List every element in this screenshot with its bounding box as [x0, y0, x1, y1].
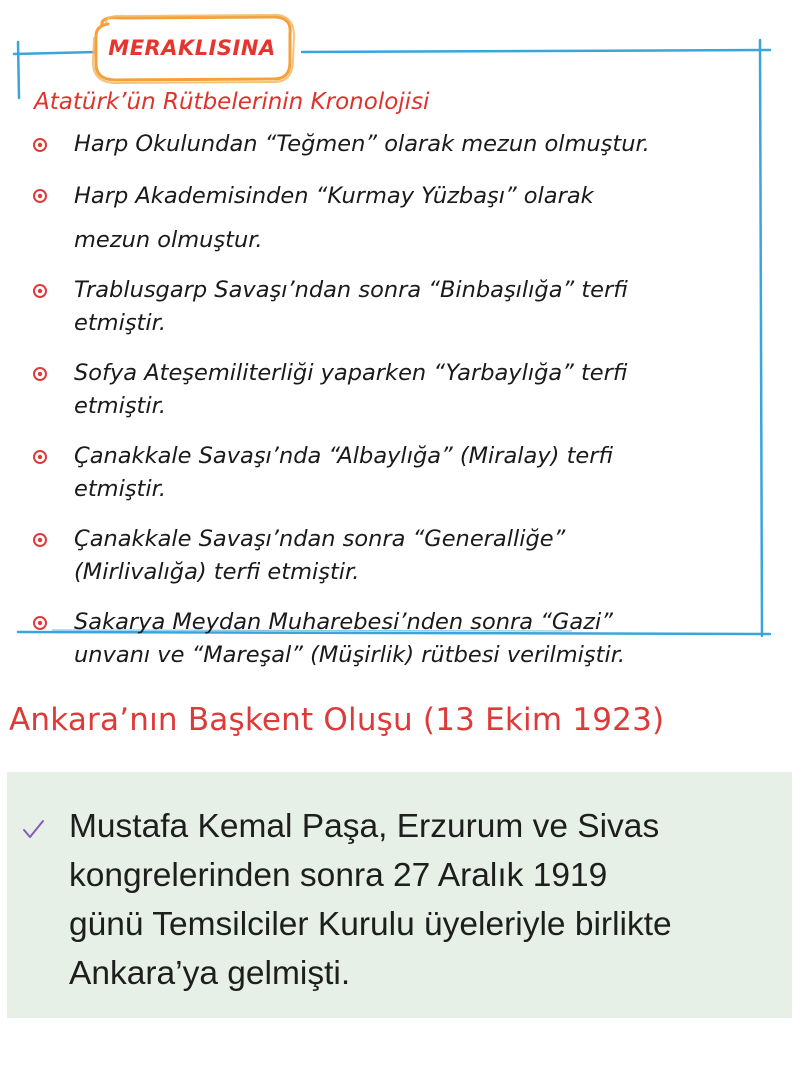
- bullet-icon: [32, 283, 48, 299]
- bullet-icon: [32, 188, 48, 204]
- list-item: [28, 357, 768, 423]
- bullet-icon: [32, 449, 48, 465]
- list-item-text: Sakarya Meydan Muharebesi’nden sonra “Gazi”: [74, 609, 613, 635]
- bullet-icon: [32, 137, 48, 153]
- list-item-text: Harp Okulundan “Teğmen” olarak mezun olmuştur.: [74, 131, 650, 157]
- list-item-text: etmiştir.: [74, 310, 166, 336]
- badge-label: MERAKLISINA: [108, 36, 276, 60]
- list-item: [28, 274, 768, 340]
- bullet-icon: [32, 532, 48, 548]
- box-heading: Atatürk’ün Rütbelerinin Kronolojisi: [34, 89, 430, 115]
- checkmark-icon: [21, 818, 45, 840]
- list-item-text: Sofya Ateşemiliterliği yaparken “Yarbaylığa” terfi: [74, 360, 628, 386]
- list-item-text: Trablusgarp Savaşı’ndan sonra “Binbaşılığa” terfi: [74, 277, 628, 303]
- list-item: [28, 523, 768, 589]
- list-item-text: Harp Akademisinden “Kurmay Yüzbaşı” olarak: [74, 183, 594, 209]
- bullet-icon: [32, 615, 48, 631]
- bullet-icon: [32, 366, 48, 382]
- list-item: [28, 128, 768, 161]
- list-item-text: (Mirlivalığa) terfi etmiştir.: [74, 559, 360, 585]
- rank-list: [28, 128, 768, 689]
- section-title: Ankara’nın Başkent Oluşu (13 Ekim 1923): [9, 702, 665, 738]
- list-item-text: unvanı ve “Mareşal” (Müşirlik) rütbesi verilmiştir.: [74, 642, 626, 668]
- meraklisina-badge: [88, 12, 296, 84]
- list-item-text: Çanakkale Savaşı’ndan sonra “Generalliğe”: [74, 526, 566, 552]
- list-item-text: mezun olmuştur.: [74, 227, 263, 253]
- list-item: [28, 440, 768, 506]
- list-item-text: etmiştir.: [74, 476, 166, 502]
- info-line: günü Temsilciler Kurulu üyeleriyle birlikte: [69, 906, 672, 943]
- info-line: Mustafa Kemal Paşa, Erzurum ve Sivas: [69, 808, 660, 845]
- info-line: Ankara’ya gelmişti.: [69, 955, 351, 992]
- info-paragraph: [69, 802, 769, 998]
- list-item-text: Çanakkale Savaşı’nda “Albaylığa” (Miralay) terfi: [74, 443, 614, 469]
- list-item-text: etmiştir.: [74, 393, 166, 419]
- info-panel: [7, 772, 792, 1018]
- info-line: kongrelerinden sonra 27 Aralık 1919: [69, 857, 608, 894]
- list-item: [28, 174, 768, 262]
- list-item: [28, 606, 768, 672]
